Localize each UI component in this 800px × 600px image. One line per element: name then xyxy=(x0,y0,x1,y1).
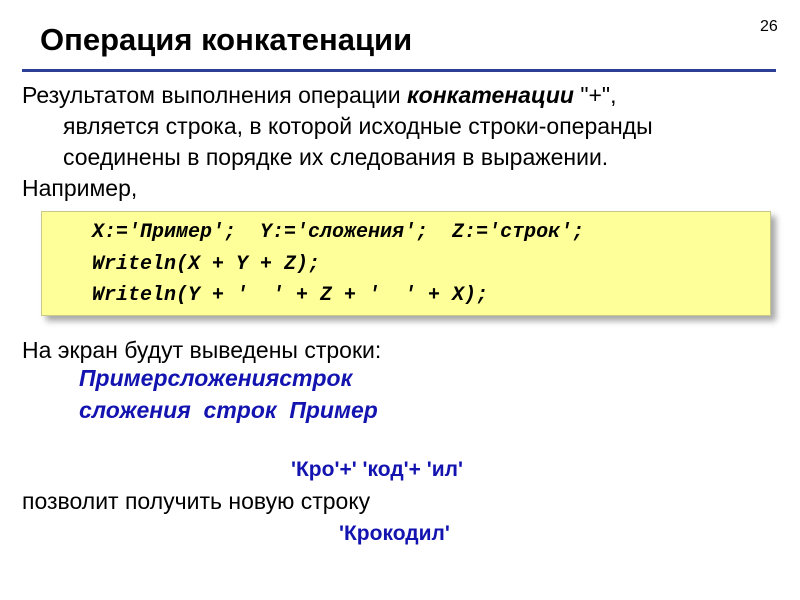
output-line-2: сложения строк Пример xyxy=(79,397,378,423)
page-number: 26 xyxy=(760,18,778,35)
definition-line-1 xyxy=(22,80,772,111)
result-description: позволит получить новую строку xyxy=(22,488,371,514)
concat-expression: 'Кро'+' 'код'+ 'ил' xyxy=(291,458,463,481)
definition-line-2: является строка, в которой исходные строки-операнды xyxy=(63,113,653,139)
code-box xyxy=(41,211,771,316)
page-title: Операция конкатенации xyxy=(40,22,413,57)
code-line-1: X:='Пример'; Y:='сложения'; Z:='строк'; xyxy=(92,221,585,244)
code-line-3: Writeln(Y + ' ' + Z + ' ' + X); xyxy=(92,284,489,307)
definition-prefix: Результатом выполнения операции xyxy=(22,82,408,108)
definition-suffix: "+", xyxy=(573,82,617,108)
definition-line-3: соединены в порядке их следования в выражении. xyxy=(63,144,609,170)
definition-term: конкатенации xyxy=(407,82,574,108)
output-label: На экран будут выведены строки: xyxy=(22,337,382,363)
output-line-1: Примерсложениястрок xyxy=(79,365,353,391)
example-label: Например, xyxy=(22,175,138,201)
definition-paragraph xyxy=(22,80,772,173)
code-line-2: Writeln(X + Y + Z); xyxy=(92,253,321,276)
result-string: 'Крокодил' xyxy=(339,522,450,545)
title-underline xyxy=(22,69,776,72)
